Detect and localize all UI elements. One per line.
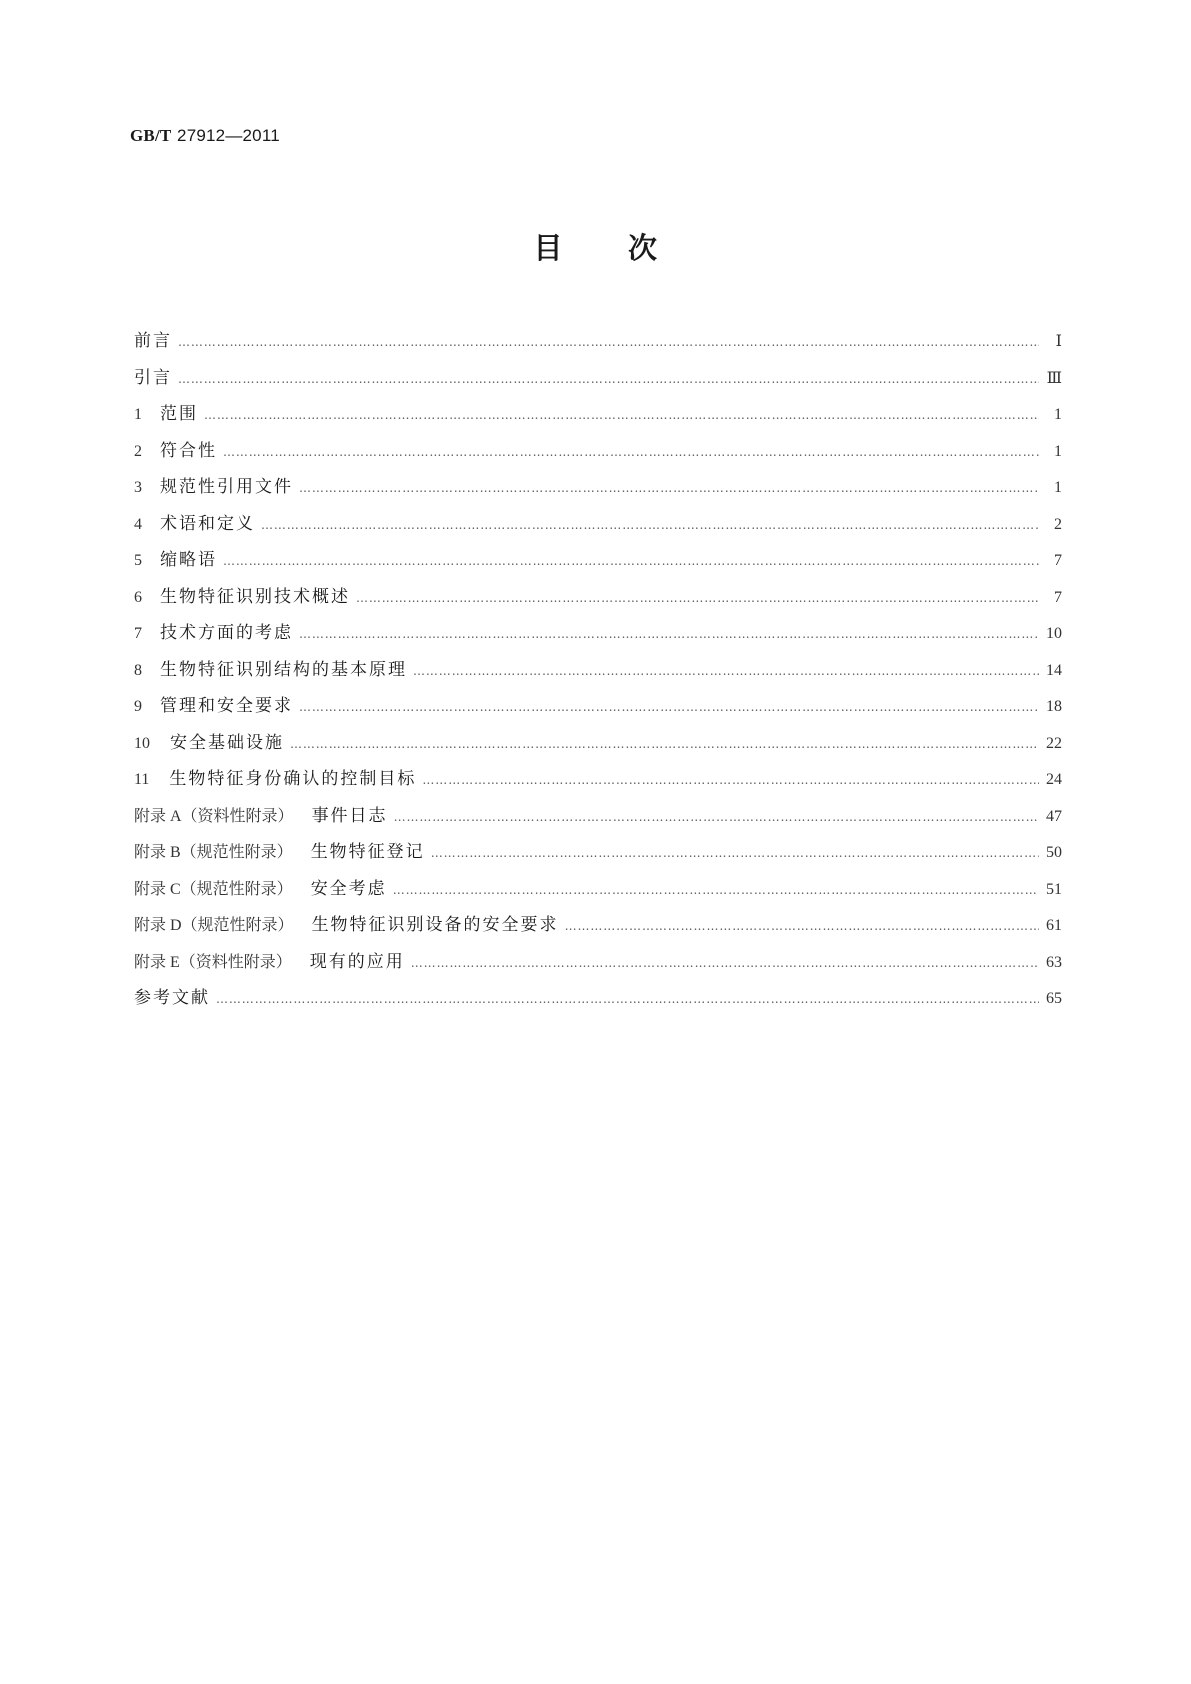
toc-dot-leader — [261, 518, 1039, 532]
toc-entry-page: 1 — [1054, 406, 1062, 423]
toc-entry-page: 51 — [1046, 880, 1062, 898]
toc-entry-page: 50 — [1046, 844, 1062, 861]
toc-dot-leader — [223, 554, 1039, 568]
toc-entry-number: 8 — [134, 661, 142, 679]
toc-entry-title: 参考文献 — [134, 988, 210, 1008]
toc-entry-number: 10 — [134, 734, 150, 752]
toc-entry-page: 14 — [1046, 661, 1062, 679]
toc-entry-page: 61 — [1046, 917, 1062, 934]
standard-number-value: 27912—2011 — [177, 126, 280, 145]
toc-entry-page: 1 — [1054, 442, 1062, 460]
toc-dot-leader — [565, 919, 1039, 933]
toc-entry[interactable] — [134, 655, 1062, 692]
toc-entry-number: 附录 C（规范性附录） — [134, 880, 293, 898]
page-title — [0, 226, 1191, 267]
toc-entry-title: 技术方面的考虑 — [160, 623, 293, 643]
toc-entry-title: 现有的应用 — [309, 951, 405, 972]
toc-dot-leader — [178, 335, 1039, 349]
toc-dot-leader — [290, 737, 1039, 751]
toc-entry-number: 11 — [134, 771, 150, 788]
toc-entry-title: 引言 — [134, 367, 172, 388]
toc-entry[interactable] — [134, 399, 1062, 436]
toc-dot-leader — [356, 591, 1039, 605]
toc-entry-title: 符合性 — [160, 440, 217, 461]
toc-entry-page: 18 — [1046, 698, 1062, 715]
toc-entry[interactable] — [134, 801, 1062, 838]
toc-entry-title: 生物特征身份确认的控制目标 — [169, 769, 417, 789]
toc-dot-leader — [178, 372, 1039, 386]
toc-entry-page: 7 — [1054, 588, 1062, 606]
toc-entry-number: 6 — [134, 588, 142, 606]
toc-entry[interactable] — [134, 545, 1062, 582]
toc-entry[interactable] — [134, 874, 1062, 911]
standard-code: GB/T — [130, 126, 172, 145]
toc-dot-leader — [299, 481, 1039, 495]
toc-entry-title: 范围 — [160, 404, 198, 424]
toc-entry-page: Ⅲ — [1046, 369, 1062, 387]
toc-entry-page: 10 — [1046, 625, 1062, 642]
toc-entry-number: 3 — [134, 479, 142, 496]
toc-entry[interactable] — [134, 691, 1062, 728]
toc-dot-leader — [204, 408, 1039, 422]
toc-entry-number: 附录 A（资料性附录） — [134, 807, 294, 825]
toc-entry-page: 22 — [1046, 734, 1062, 752]
toc-entry-title: 事件日志 — [311, 805, 388, 826]
toc-entry-number: 2 — [134, 442, 142, 460]
toc-entry-title: 生物特征识别设备的安全要求 — [311, 915, 559, 935]
toc-entry[interactable] — [134, 582, 1062, 619]
toc-entry-number: 附录 E（资料性附录） — [134, 953, 292, 971]
toc-entry[interactable] — [134, 983, 1062, 1020]
toc-dot-leader — [413, 664, 1039, 678]
table-of-contents — [134, 326, 1062, 1020]
toc-entry-title: 安全考虑 — [310, 878, 387, 899]
toc-entry[interactable] — [134, 910, 1062, 947]
toc-entry-page: 7 — [1054, 552, 1062, 569]
toc-entry-page: Ⅰ — [1055, 333, 1062, 350]
toc-entry-title: 前言 — [134, 331, 172, 351]
page-title-part1: 目 — [533, 231, 563, 265]
toc-entry[interactable] — [134, 728, 1062, 765]
toc-entry[interactable] — [134, 947, 1062, 984]
toc-entry-page: 65 — [1046, 990, 1062, 1007]
toc-entry-page: 24 — [1046, 771, 1062, 788]
toc-dot-leader — [299, 627, 1039, 641]
toc-dot-leader — [394, 810, 1039, 824]
toc-entry[interactable] — [134, 837, 1062, 874]
toc-entry[interactable] — [134, 326, 1062, 363]
toc-entry-number: 9 — [134, 698, 142, 715]
toc-entry-number: 附录 D（规范性附录） — [134, 917, 294, 934]
toc-entry-number: 5 — [134, 552, 142, 569]
standard-number — [130, 126, 280, 146]
toc-entry-number: 4 — [134, 515, 142, 533]
toc-entry[interactable] — [134, 363, 1062, 400]
toc-dot-leader — [411, 956, 1039, 970]
toc-entry-title: 生物特征识别结构的基本原理 — [160, 659, 407, 680]
toc-entry-number: 附录 B（规范性附录） — [134, 844, 293, 861]
toc-entry-title: 安全基础设施 — [170, 732, 284, 753]
toc-entry-number: 7 — [134, 625, 142, 642]
toc-dot-leader — [223, 445, 1039, 459]
page-title-part2: 次 — [628, 231, 658, 265]
toc-entry-page: 47 — [1046, 807, 1062, 825]
toc-entry-title: 规范性引用文件 — [160, 477, 293, 497]
toc-entry-page: 1 — [1054, 479, 1062, 496]
toc-entry[interactable] — [134, 764, 1062, 801]
toc-entry[interactable] — [134, 436, 1062, 473]
toc-entry[interactable] — [134, 618, 1062, 655]
toc-entry-title: 缩略语 — [160, 550, 217, 570]
toc-dot-leader — [431, 846, 1039, 860]
toc-entry-title: 生物特征识别技术概述 — [160, 586, 350, 607]
toc-entry-page: 63 — [1046, 953, 1062, 971]
toc-entry-page: 2 — [1054, 515, 1062, 533]
toc-entry[interactable] — [134, 472, 1062, 509]
toc-entry-title: 术语和定义 — [160, 513, 255, 534]
toc-entry-title: 生物特征登记 — [310, 842, 425, 862]
toc-dot-leader — [216, 992, 1039, 1006]
toc-dot-leader — [299, 700, 1039, 714]
toc-entry-number: 1 — [134, 406, 142, 423]
toc-dot-leader — [393, 883, 1039, 897]
toc-entry[interactable] — [134, 509, 1062, 546]
toc-dot-leader — [422, 773, 1039, 787]
toc-entry-title: 管理和安全要求 — [160, 696, 293, 716]
